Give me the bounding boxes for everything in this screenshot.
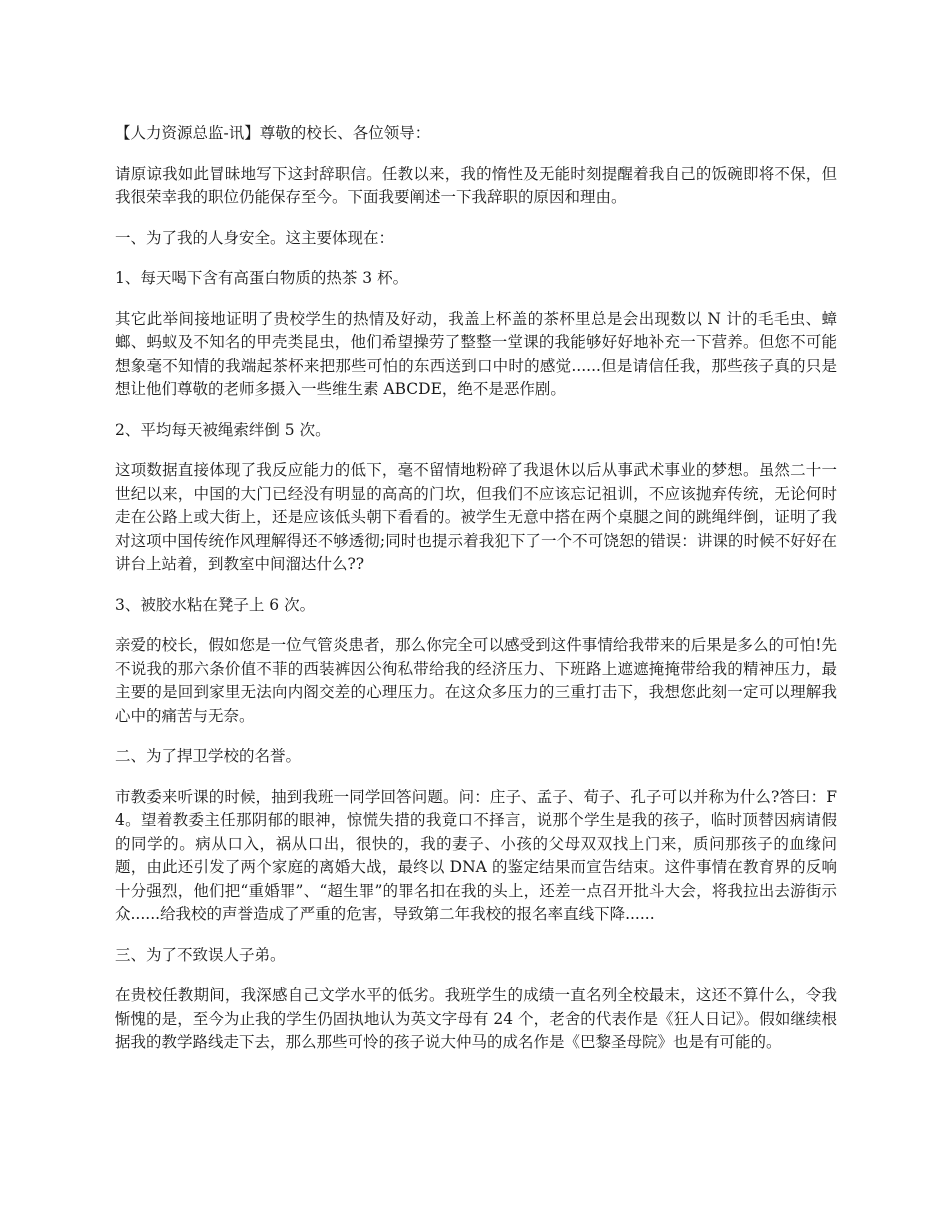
section-heading-3: 三、为了不致误人子弟。 — [115, 945, 286, 964]
item-paragraph-2: 这项数据直接体现了我反应能力的低下，毫不留情地粉碎了我退休以后从事武术事业的梦想。虽然二十一世纪以来，中国的大门已经没有明显的高高的门坎，但我们不应该忘记祖训，不应该抛弃传统，无论何时走在公路上或大街上，还是应该低头朝下看看的。被学生无意中搭在两个桌腿之间的跳绳绊倒，证明了我对这项中国传统作风理解得还不够透彻;同时也提示着我犯下了一个不可饶恕的错误：讲课的时候不好好在讲台上站着，到教室中间溜达什么?? — [115, 461, 837, 573]
intro-paragraph: 请原谅我如此冒昧地写下这封辞职信。任教以来，我的惰性及无能时刻提醒着我自己的饭碗即将不保，但我很荣幸我的职位仍能保存至今。下面我要阐述一下我辞职的原因和理由。 — [115, 164, 837, 206]
section-paragraph-2: 市教委来听课的时候，抽到我班一同学回答问题。问：庄子、孟子、荀子、孔子可以并称为什么?答曰：F4。望着教委主任那阴郁的眼神，惊慌失措的我竟口不择言，说那个学生是我的孩子，临时顶替因病请假的同学的。病从口入，祸从口出，很快的，我的妻子、小孩的父母双双找上门来，质问那孩子的血缘问题，由此还引发了两个家庭的离婚大战，最终以 DNA 的鉴定结果而宣告结束。这件事情在教育界的反响十分强烈，他们把“重婚罪”、“超生罪”的罪名扣在我的头上，还差一点召开批斗大会，将我拉出去游街示众......给我校的声誉造成了严重的危害，导致第二年我校的报名率直线下降...... — [115, 787, 837, 923]
item-paragraph-3: 亲爱的校长，假如您是一位气管炎患者，那么你完全可以感受到这件事情给我带来的后果是多么的可怕!先不说我的那六条价值不菲的西装裤因公徇私带给我的经济压力、下班路上遮遮掩掩带给我的精神压力，最主要的是回到家里无法向内阁交差的心理压力。在这众多压力的三重打击下，我想您此刻一定可以理解我心中的痛苦与无奈。 — [115, 636, 837, 725]
salutation: 【人力资源总监-讯】尊敬的校长、各位领导： — [115, 124, 431, 142]
section-paragraph-3: 在贵校任教期间，我深感自己文学水平的低劣。我班学生的成绩一直名列全校最末，这还不算什么，令我惭愧的是，至今为止我的学生仍固执地认为英文字母有 24 个，老舍的代表作是《狂人日记》。假如继续根据我的教学路线走下去，那么那些可怜的孩子说大仲马的成名作是《巴黎圣母院》也是有可能的。 — [115, 986, 837, 1051]
item-heading-1: 1、每天喝下含有高蛋白物质的热茶 3 杯。 — [115, 269, 409, 287]
section-heading-2: 二、为了捍卫学校的名誉。 — [115, 747, 302, 765]
item-heading-3: 3、被胶水粘在凳子上 6 次。 — [115, 595, 316, 614]
section-heading-1: 一、为了我的人身安全。这主要体现在： — [115, 228, 395, 247]
item-paragraph-1: 其它此举间接地证明了贵校学生的热情及好动，我盖上杯盖的茶杯里总是会出现数以 N 计的毛毛虫、蟑螂、蚂蚁及不知名的甲壳类昆虫，他们希望操劳了整整一堂课的我能够好好地补充一下营养。但您不可能想象毫不知情的我端起茶杯来把那些可怕的东西送到口中时的感觉......但是请信任我，那些孩子真的只是想让他们尊敬的老师多摄入一些维生素 ABCDE，绝不是恶作剧。 — [115, 309, 837, 398]
document-body — [115, 122, 837, 1072]
item-heading-2: 2、平均每天被绳索绊倒 5 次。 — [115, 420, 331, 439]
